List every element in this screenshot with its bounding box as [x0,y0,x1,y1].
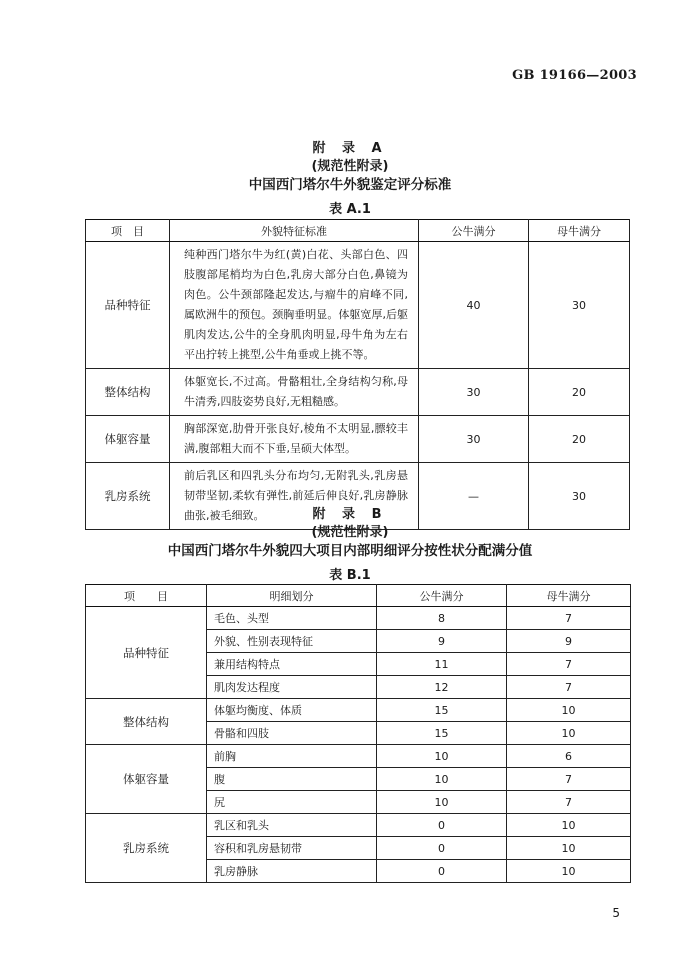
bull-score-cell: 10 [377,745,507,768]
column-header: 母牛满分 [529,220,630,242]
cow-score-cell: 30 [529,242,630,369]
cow-score-cell: 7 [507,676,631,699]
cow-score-cell: 7 [507,768,631,791]
appendix-b-title: 附 录 B [312,507,388,522]
bull-score-cell: 10 [377,791,507,814]
item-cell: 品种特征 [86,607,207,699]
cow-score-cell: 10 [507,814,631,837]
column-header: 外貌特征标准 [170,220,419,242]
cow-score-cell: 10 [507,722,631,745]
description-cell: 纯种西门塔尔牛为红(黄)白花、头部白色、四肢腹部尾梢均为白色,乳房大部分白色,鼻镜为肉色。公牛颈部隆起发达,与瘤牛的肩峰不同,属欧洲牛的预包。颈胸垂明显。体躯宽厚,后躯肌肉发达,公牛的全身肌肉明显,母牛角为左右平出拧转上挑型,公牛角垂或上挑不等。 [170,242,419,369]
table-b1-header-row [86,585,631,607]
bull-score-cell: 30 [419,416,529,463]
cow-score-cell: 30 [529,463,630,530]
column-header: 母牛满分 [507,585,631,607]
bull-score-cell: 15 [377,699,507,722]
detail-cell: 尻 [207,791,377,814]
table-row [86,745,631,768]
page-number: 5 [612,906,620,920]
column-header: 公牛满分 [377,585,507,607]
cow-score-cell: 10 [507,860,631,883]
cow-score-cell: 7 [507,791,631,814]
item-cell: 乳房系统 [86,814,207,883]
detail-cell: 肌肉发达程度 [207,676,377,699]
appendix-b-type: (规范性附录) [311,525,389,540]
cow-score-cell: 7 [507,607,631,630]
table-row [86,814,631,837]
detail-cell: 乳房静脉 [207,860,377,883]
appendix-a-name: 中国西门塔尔牛外貌鉴定评分标准 [248,177,452,193]
bull-score-cell: 40 [419,242,529,369]
bull-score-cell: 11 [377,653,507,676]
detail-cell: 外貌、性别表现特征 [207,630,377,653]
cow-score-cell: 7 [507,653,631,676]
item-cell: 体躯容量 [86,745,207,814]
bull-score-cell: 8 [377,607,507,630]
cow-score-cell: 9 [507,630,631,653]
detail-cell: 乳区和乳头 [207,814,377,837]
column-header: 项 目 [86,220,170,242]
bull-score-cell: 0 [377,814,507,837]
table-a1-header-row [86,220,630,242]
description-cell: 体躯宽长,不过高。骨骼粗壮,全身结构匀称,母牛清秀,四肢姿势良好,无粗糙感。 [170,369,419,416]
detail-cell: 腹 [207,768,377,791]
item-cell: 品种特征 [86,242,170,369]
table-row [86,242,630,369]
column-header: 明细划分 [207,585,377,607]
table-row [86,416,630,463]
table-b1-caption: 表 B.1 [329,568,371,583]
item-cell: 体躯容量 [86,416,170,463]
table-row [86,607,631,630]
bull-score-cell: 15 [377,722,507,745]
bull-score-cell: — [419,463,529,530]
detail-cell: 容积和乳房悬韧带 [207,837,377,860]
detail-cell: 体躯均衡度、体质 [207,699,377,722]
cow-score-cell: 20 [529,416,630,463]
item-cell: 乳房系统 [86,463,170,530]
table-row [86,369,630,416]
description-cell: 前后乳区和四乳头分布均匀,无附乳头,乳房悬韧带坚韧,柔软有弹性,前延后伸良好,乳房静脉曲张,被毛细致。 [170,463,419,530]
bull-score-cell: 10 [377,768,507,791]
cow-score-cell: 20 [529,369,630,416]
column-header: 公牛满分 [419,220,529,242]
appendix-a-type: (规范性附录) [311,159,389,174]
detail-cell: 毛色、头型 [207,607,377,630]
bull-score-cell: 0 [377,860,507,883]
appendix-a-title: 附 录 A [312,141,388,156]
cow-score-cell: 10 [507,837,631,860]
item-cell: 整体结构 [86,699,207,745]
table-a1-caption: 表 A.1 [329,202,371,217]
detail-cell: 骨骼和四肢 [207,722,377,745]
cow-score-cell: 6 [507,745,631,768]
description-cell: 胸部深宽,肋骨开张良好,棱角不太明显,膘较丰满,腹部粗大而不下垂,呈硕大体型。 [170,416,419,463]
bull-score-cell: 0 [377,837,507,860]
table-row [86,699,631,722]
detail-cell: 前胸 [207,745,377,768]
bull-score-cell: 12 [377,676,507,699]
table-a1 [85,219,630,530]
bull-score-cell: 9 [377,630,507,653]
standard-code: GB 19166—2003 [512,68,637,83]
appendix-b-name: 中国西门塔尔牛外貌四大项目内部明细评分按性状分配满分值 [167,543,533,559]
column-header: 项 目 [86,585,207,607]
detail-cell: 兼用结构特点 [207,653,377,676]
item-cell: 整体结构 [86,369,170,416]
cow-score-cell: 10 [507,699,631,722]
bull-score-cell: 30 [419,369,529,416]
table-b1 [85,584,631,883]
